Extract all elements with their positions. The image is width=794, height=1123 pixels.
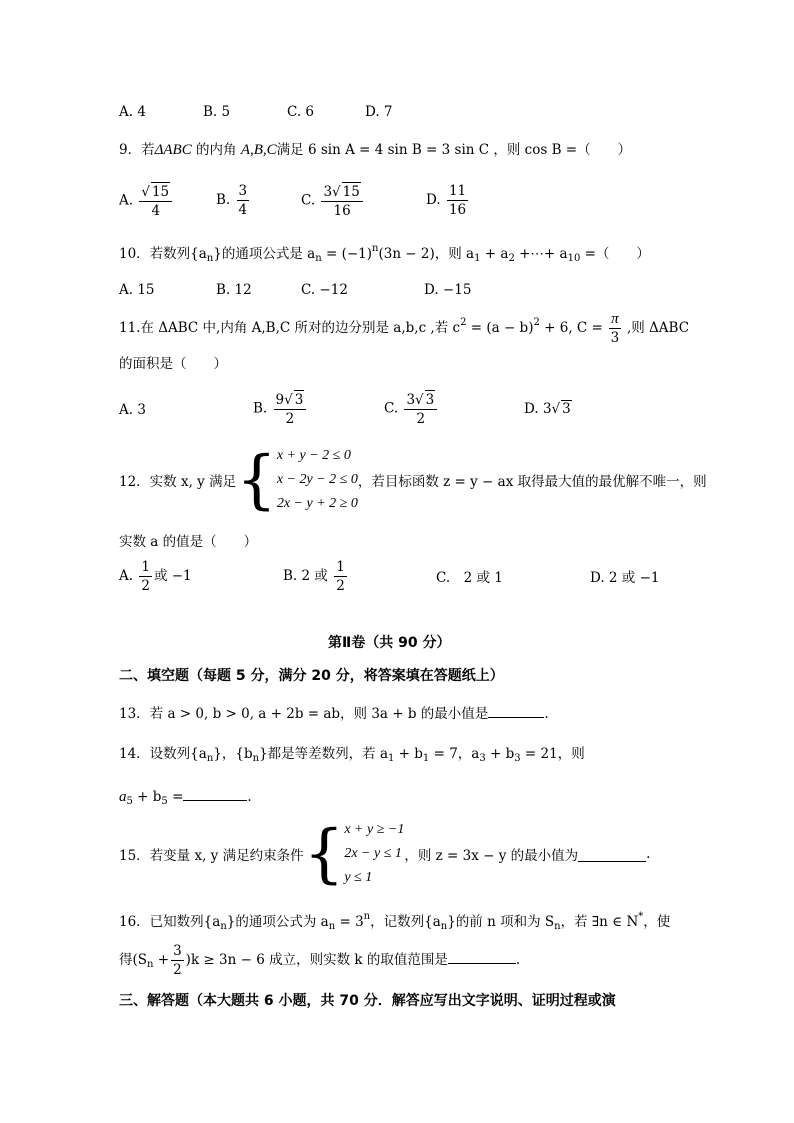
- q8-option-a: A. 4: [119, 104, 146, 120]
- q16-answer-blank[interactable]: [448, 949, 516, 964]
- q12-constraint-2: x − 2y − 2 ≤ 0: [276, 472, 358, 487]
- q15-constraint-2: 2x − y ≤ 1: [344, 846, 402, 861]
- q13-stem: 13．若 a > 0, b > 0, a + 2b = ab，则 3a + b 的最小值是 .: [119, 702, 549, 722]
- q9-stem: 9．若ΔABC 的内角 A,B,C满足 6 sin A = 4 sin B = 3 sin C ，则 cos B =（ ）: [119, 142, 632, 158]
- q9-option-d: D. $\frac{11}{16}$: [426, 183, 467, 218]
- q16-stem-line1: 16．已知数列$\{a_n\}$的通项公式为 $a_n = 3^n$，记数列$\{a_n\}$的前 n 项和为 $S_n$，若 ∃n ∈ N*，使: [119, 911, 671, 932]
- q11-option-a: A. 3: [119, 402, 146, 418]
- q11-stem-line2: 的面积是（ ）: [119, 356, 227, 372]
- q10-option-c: C. −12: [301, 282, 348, 298]
- q11-option-d: D. 3√ 3: [524, 401, 571, 417]
- q16-stem-line2: 得($S_n$ + $\frac{3}{2}$ )k ≥ 3n − 6 成立，则实数 k 的取值范围是 .: [119, 943, 521, 978]
- q12-stem: 12．实数 x, y 满足 { x + y − 2 ≤ 0 x − 2y − 2 ≤ 0 2x − y + 2 ≥ 0 ，若目标函数 z = y − ax 取得最大值的最优解不唯一，则: [119, 443, 707, 517]
- q12-stem-line2: 实数 a 的值是（ ）: [119, 534, 258, 550]
- q12-constraint-3: 2x − y + 2 ≥ 0: [276, 496, 358, 511]
- q12-option-b: B. 2 或 $\frac{1}{2}$: [283, 559, 345, 594]
- q13-answer-blank[interactable]: [488, 703, 544, 718]
- q15-constraint-3: y ≤ 1: [344, 870, 373, 885]
- q14-stem-line1: 14．设数列$\{a_n\}$，$\{b_n\}$都是等差数列，若 $a_1 + b_1 = 7$，$a_3 + b_3 = 21$，则: [119, 746, 585, 764]
- q15-constraint-1: x + y ≥ −1: [344, 822, 405, 837]
- q9-option-c: C. $\frac{3√ 15}{16}$: [301, 182, 365, 220]
- q12-option-d: D. 2 或 −1: [590, 570, 660, 586]
- q12-constraint-1: x + y − 2 ≤ 0: [276, 448, 351, 463]
- q12-option-c: C. 2 或 1: [436, 570, 503, 586]
- section2-title: 第Ⅱ卷（共 90 分）: [328, 635, 451, 651]
- q10-option-a: A. 15: [119, 282, 155, 298]
- q10-option-b: B. 12: [216, 282, 252, 298]
- q8-option-d: D. 7: [365, 104, 393, 120]
- q15-answer-blank[interactable]: [578, 847, 646, 862]
- q9-option-a: A. $\frac{√ 15}{4}$: [119, 182, 174, 220]
- q12-option-a: A. $\frac{1}{2}$ 或 −1: [119, 559, 192, 594]
- q11-stem-line1: 11.在 ΔABC 中,内角 A,B,C 所对的边分别是 a,b,c ,若 $c^2 = (a - b)^2 + 6$, C = $\frac{\pi}{3}$ ,则 ΔABC: [119, 311, 690, 346]
- q11-option-b: B. $\frac{9√ 3}{2}$: [253, 390, 308, 428]
- q11-option-c: C. $\frac{3√ 3}{2}$: [384, 390, 439, 428]
- q10-stem: 10．若数列$\{a_n\}$的通项公式是 $a_n = (-1)^n(3n - 2)$，则 $a_1 + a_2$ +⋯+ $a_{10}$ =（ ）: [119, 243, 650, 264]
- section2-subtitle: 二、填空题（每题 5 分，满分 20 分，将答案填在答题纸上）: [119, 668, 504, 684]
- q8-option-b: B. 5: [203, 104, 231, 120]
- section3-title: 三、解答题（本大题共 6 小题，共 70 分．解答应写出文字说明、证明过程或演: [119, 993, 616, 1009]
- q15-stem: 15．若变量 x, y 满足约束条件 { x + y ≥ −1 2x − y ≤ 1 y ≤ 1 ，则 z = 3x − y 的最小值为 .: [119, 817, 651, 891]
- q8-option-c: C. 6: [287, 104, 315, 120]
- q14-answer-blank[interactable]: [183, 786, 247, 801]
- q14-stem-line2: $a_5 + b_5$ = .: [119, 786, 252, 807]
- q9-option-b: B. $\frac{3}{4}$: [216, 183, 248, 218]
- q10-option-d: D. −15: [424, 282, 472, 298]
